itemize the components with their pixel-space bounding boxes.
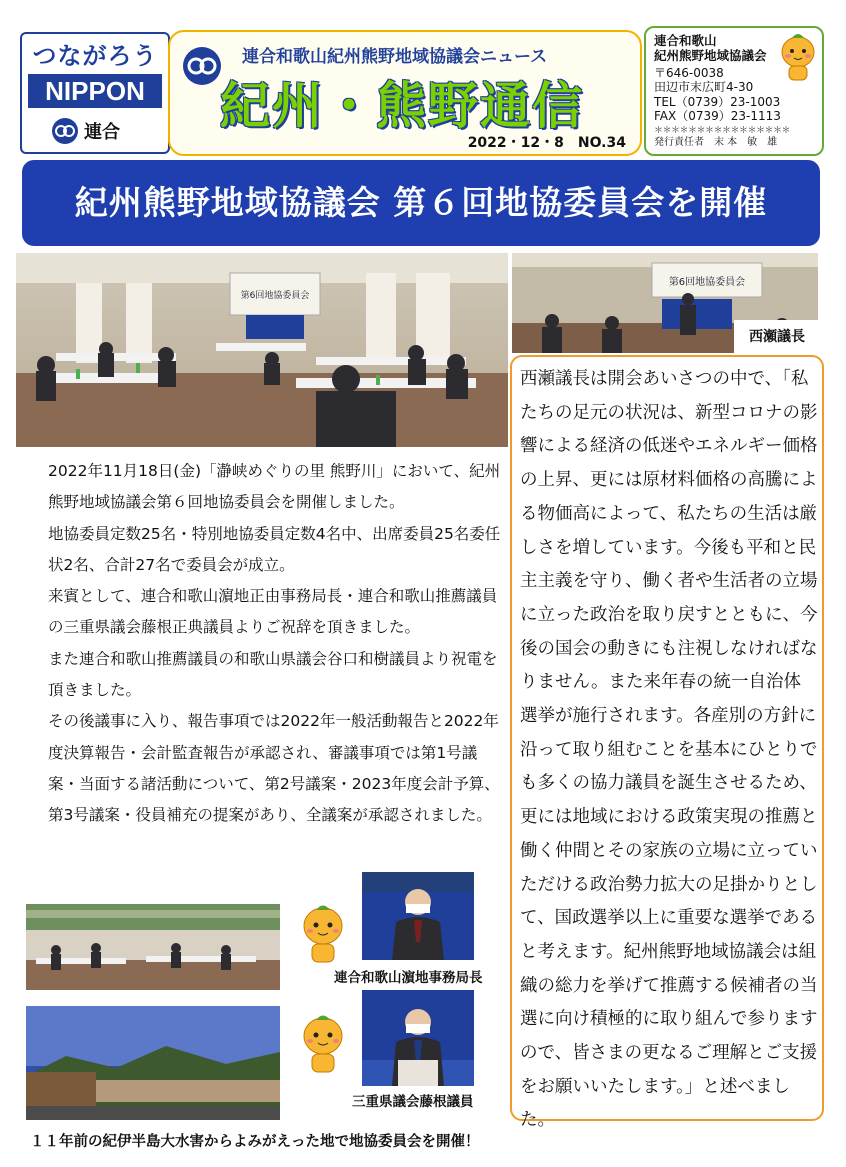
- main-photo-banner: 第6回地協委員会: [240, 291, 310, 301]
- rengo-mark-icon: [182, 46, 222, 90]
- venue-room-photo: [26, 904, 280, 990]
- newsletter-header: [168, 30, 642, 156]
- main-meeting-photo: [16, 253, 508, 447]
- info-stars: ＊＊＊＊＊＊＊＊＊＊＊＊＊＊＊＊: [654, 126, 791, 136]
- hama-photo: [362, 872, 474, 960]
- rengo-logo: [20, 32, 170, 154]
- article-paragraph: その後議事に入り、報告事項では2022年一般活動報告と2022年度決算報告・会計監査報告が承認され、審議事項では第1号議案・当面する諸活動について、第2号議案・2023年度会計予算、第3号議案・役員補充の提案があり、全議案が承認されました。: [48, 712, 500, 825]
- headline: 紀州熊野地域協議会 第６回地協委員会を開催: [22, 160, 820, 246]
- caption-fujine: 三重県議会藤根議員: [352, 1094, 474, 1110]
- issue-date: 2022・12・8 NO.34: [467, 135, 626, 151]
- fujine-photo: [362, 990, 474, 1086]
- article-body: [48, 456, 508, 832]
- newsletter-subtitle: 連合和歌山紀州熊野地域協議会ニュース: [242, 47, 548, 67]
- publisher-info: [644, 26, 824, 156]
- info-address: 田辺市末広町4-30: [654, 80, 754, 94]
- info-tel: TEL（0739）23-1003: [654, 95, 781, 109]
- right-photo-banner: 第6回地協委員会: [668, 277, 746, 288]
- caption-hama: 連合和歌山濵地事務局長: [334, 970, 483, 986]
- info-org: 連合和歌山: [654, 33, 717, 48]
- newsletter-title: 紀州・熊野通信: [220, 77, 584, 135]
- footer-headline: １１年前の紀伊半島大水害からよみがえった地で地協委員会を開催！: [30, 1134, 480, 1150]
- info-fax: FAX（0739）23-1113: [654, 109, 781, 123]
- logo-nippon: NIPPON: [28, 74, 162, 108]
- chair-speech-text: 西瀬議長は開会あいさつの中で、「私たちの足元の状況は、新型コロナの影響による経済の低迷やエネルギー価格の上昇、更には原材料価格の高騰による物価高によって、私たちの生活は厳しさを増しています。今後も平和と民主主義を守り、働く者や生活者の立場に立った政治を取り戻すとともに、今後の国会の動きにも注視しなければなりません。また来年春の統一自治体選挙が施行されます。各産別の方針に沿って取り組むことを基本にひとりでも多くの協力議員を誕生させるため、更には地域における政策実現の推薦と働く仲間とその家族の立場に立っていただける政治勢力拡大の足掛かりとして、国政選挙以上に重要な選挙であると考えます。紀州熊野地域協議会は組織の総力を挙げて推薦する候補者の当選に向け積極的に取り組んで参りますので、皆さまの更なるご理解とご支援をお願いいたします。」と述べました。: [520, 369, 818, 1131]
- caption-nishise: 西瀬議長: [734, 320, 820, 354]
- article-paragraph: 来賓として、連合和歌山濵地正由事務局長・連合和歌山推薦議員の三重県議会藤根正典議員よりご祝辞を頂きました。: [48, 587, 498, 637]
- info-publisher: 発行責任者 末 本 敏 雄: [654, 137, 778, 148]
- article-paragraph: 2022年11月18日(金)「瀞峡めぐりの里 熊野川」において、紀州熊野地域協議会第６回地協委員会を開催しました。: [48, 462, 501, 512]
- mascot-icon: [298, 904, 348, 968]
- article-paragraph: また連合和歌山推薦議員の和歌山県議会谷口和樹議員より祝電を頂きました。: [48, 649, 498, 700]
- rengo-mark-icon: [52, 118, 78, 144]
- logo-slogan: つながろう: [32, 42, 158, 70]
- info-postal: 〒646-0038: [654, 66, 724, 80]
- mascot-icon: [298, 1014, 348, 1078]
- article-paragraph: 地協委員定数25名・特別地協委員定数4名中、出席委員25名委任状2名、合計27名で委員会が成立。: [48, 524, 501, 574]
- chair-speech-box: [510, 355, 824, 1131]
- venue-exterior-photo: [26, 1006, 280, 1120]
- logo-org-name: 連合: [84, 122, 120, 143]
- mascot-icon: [778, 32, 818, 87]
- info-council: 紀州熊野地域協議会: [654, 48, 767, 63]
